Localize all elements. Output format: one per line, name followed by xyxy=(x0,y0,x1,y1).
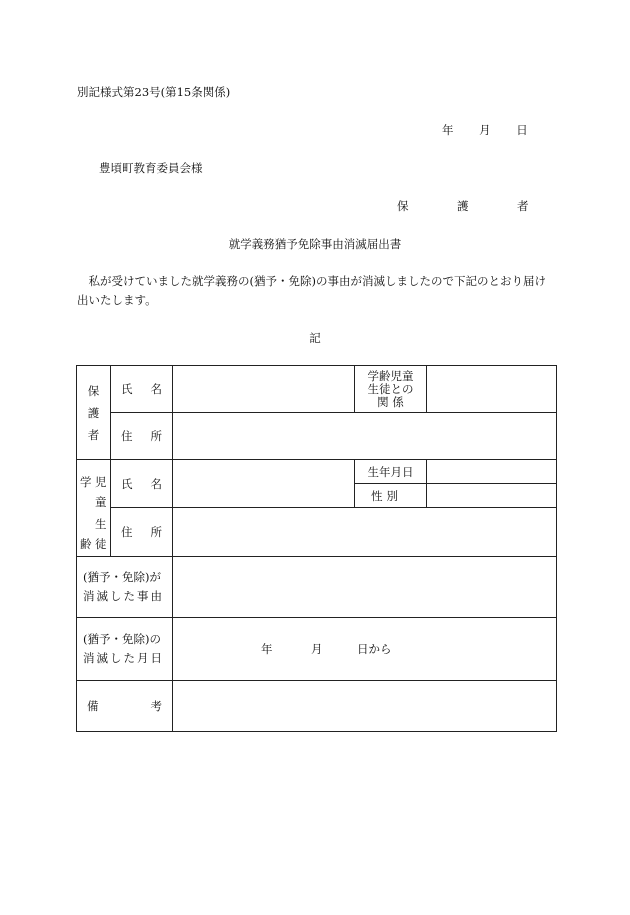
date-field[interactable] xyxy=(173,618,557,681)
date-month-unit: 月 xyxy=(311,642,323,656)
birthdate-field[interactable] xyxy=(427,460,557,484)
date-year-unit: 年 xyxy=(261,642,273,656)
relation-field[interactable] xyxy=(427,366,557,413)
document-title: 就学義務猶予免除事由消滅届出書 xyxy=(228,237,402,251)
ki-label: 記 xyxy=(309,331,321,345)
guardian-char: 護 xyxy=(457,199,469,213)
relation-label: 学齢児童 生徒との 関 係 xyxy=(355,366,427,413)
student-address-label: 住 所 xyxy=(111,508,173,557)
guardian-char: 者 xyxy=(517,199,529,213)
notification-form-table xyxy=(76,365,557,732)
date-label: (猶予・免除)の 消滅した月日 xyxy=(77,618,173,681)
guardian-name-label: 氏 名 xyxy=(111,366,173,413)
addressee: 豊頃町教育委員会様 xyxy=(99,161,203,175)
body-text: 私が受けていました就学義務の(猶予・免除)の事由が消滅しましたので下記のとおり届け出いたします。 xyxy=(77,274,546,307)
guardian-group-label: 保 護 者 xyxy=(77,366,111,460)
date-line: 年 月 日 xyxy=(442,123,528,137)
student-name-label: 氏 名 xyxy=(111,460,173,508)
remarks-field[interactable] xyxy=(173,681,557,732)
form-number-label: 別記様式第23号(第15条関係) xyxy=(77,85,231,99)
date-day-unit: 日から xyxy=(357,642,392,656)
student-group-label: 学 児 童 生 齢 徒 xyxy=(77,460,111,557)
remarks-label: 備 考 xyxy=(77,681,173,732)
student-address-field[interactable] xyxy=(173,508,557,557)
gender-field[interactable] xyxy=(427,484,557,508)
gender-label: 性 別 xyxy=(355,484,427,508)
birthdate-label: 生年月日 xyxy=(355,460,427,484)
guardian-address-field[interactable] xyxy=(173,413,557,460)
guardian-signature-label xyxy=(397,198,577,214)
student-name-field[interactable] xyxy=(173,460,355,508)
guardian-char: 保 xyxy=(397,199,409,213)
guardian-address-label: 住 所 xyxy=(111,413,173,460)
reason-field[interactable] xyxy=(173,557,557,618)
guardian-name-field[interactable] xyxy=(173,366,355,413)
reason-label: (猶予・免除)が 消滅した事由 xyxy=(77,557,173,618)
